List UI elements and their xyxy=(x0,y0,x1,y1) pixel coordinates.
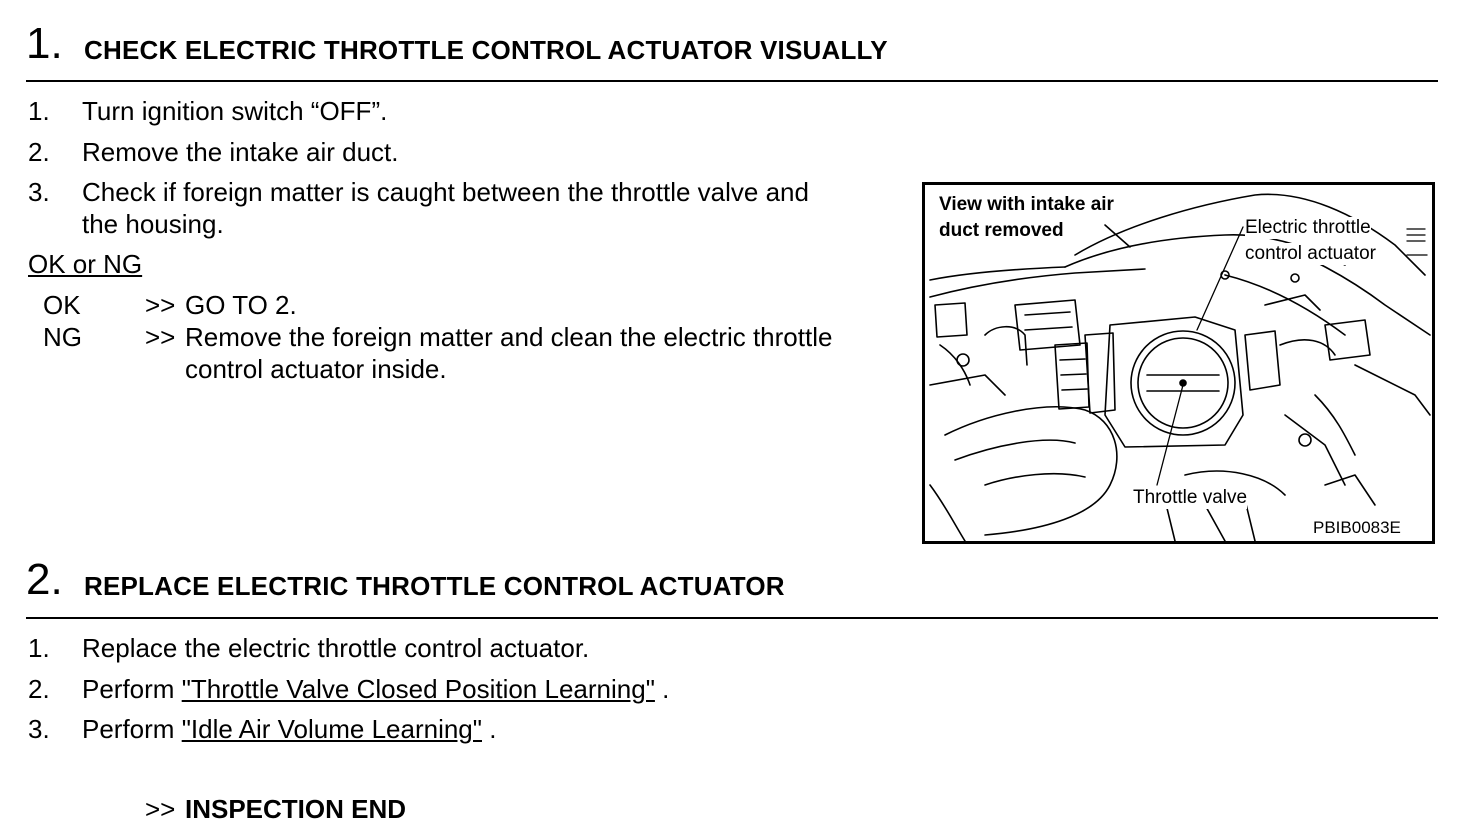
ok-or-ng-label: OK or NG xyxy=(28,249,143,279)
result-ng-code: NG xyxy=(43,322,82,352)
step-1-title: CHECK ELECTRIC THROTTLE CONTROL ACTUATOR VISUALLY xyxy=(84,35,888,65)
step-1-item-3-text-line-2: the housing. xyxy=(82,209,224,239)
figure-caption-line-2: duct removed xyxy=(939,220,1064,241)
idle-air-volume-learning-link[interactable]: "Idle Air Volume Learning" xyxy=(181,714,482,744)
step-1-item-1-number: 1. xyxy=(28,96,50,126)
result-ok-action: GO TO 2. xyxy=(185,290,297,320)
step-2-item-3-suffix: . xyxy=(482,714,497,744)
result-ok-arrow: >> xyxy=(145,290,176,320)
step-1-number: 1. xyxy=(26,19,63,68)
step-2-item-2-suffix: . xyxy=(654,674,670,704)
step-1-item-2-text: Remove the intake air duct. xyxy=(82,137,399,167)
result-ok-code: OK xyxy=(43,290,81,320)
step-1-item-3-number: 3. xyxy=(28,177,50,207)
throttle-valve-learning-link[interactable]: "Throttle Valve Closed Position Learning" xyxy=(181,674,655,704)
step-2-item-3-number: 3. xyxy=(28,714,50,744)
throttle-actuator-figure xyxy=(922,182,1435,544)
step-1-item-1-text: Turn ignition switch “OFF”. xyxy=(82,96,388,126)
step-2-item-2-row xyxy=(82,674,669,704)
step-1-divider xyxy=(26,80,1438,82)
step-2-item-3-row xyxy=(82,714,496,744)
step-2-item-1-number: 1. xyxy=(28,633,50,663)
figure-id: PBIB0083E xyxy=(1313,518,1401,537)
result-ng-action-line-2: control actuator inside. xyxy=(185,354,447,384)
inspection-end-label: INSPECTION END xyxy=(185,794,407,824)
result-ng-action-line-1: Remove the foreign matter and clean the electric throttle xyxy=(185,322,833,352)
step-2-title: REPLACE ELECTRIC THROTTLE CONTROL ACTUATOR xyxy=(84,571,785,601)
step-1-item-2-number: 2. xyxy=(28,137,50,167)
step-2-number: 2. xyxy=(26,555,63,604)
actuator-callout-line-2: control actuator xyxy=(1245,243,1376,264)
inspection-end-arrow: >> xyxy=(145,794,176,824)
figure-caption-line-1: View with intake air xyxy=(939,194,1114,215)
actuator-callout-line-1: Electric throttle xyxy=(1245,217,1371,238)
step-2-divider xyxy=(26,617,1438,619)
step-2-item-3-prefix: Perform xyxy=(82,714,182,744)
step-2-item-2-number: 2. xyxy=(28,674,50,704)
step-2-item-2-prefix: Perform xyxy=(82,674,182,704)
throttle-valve-callout: Throttle valve xyxy=(1133,487,1248,508)
result-ng-arrow: >> xyxy=(145,322,176,352)
step-1-item-3-text-line-1: Check if foreign matter is caught between the throttle valve and xyxy=(82,177,809,207)
step-2-item-1-text: Replace the electric throttle control actuator. xyxy=(82,633,590,663)
